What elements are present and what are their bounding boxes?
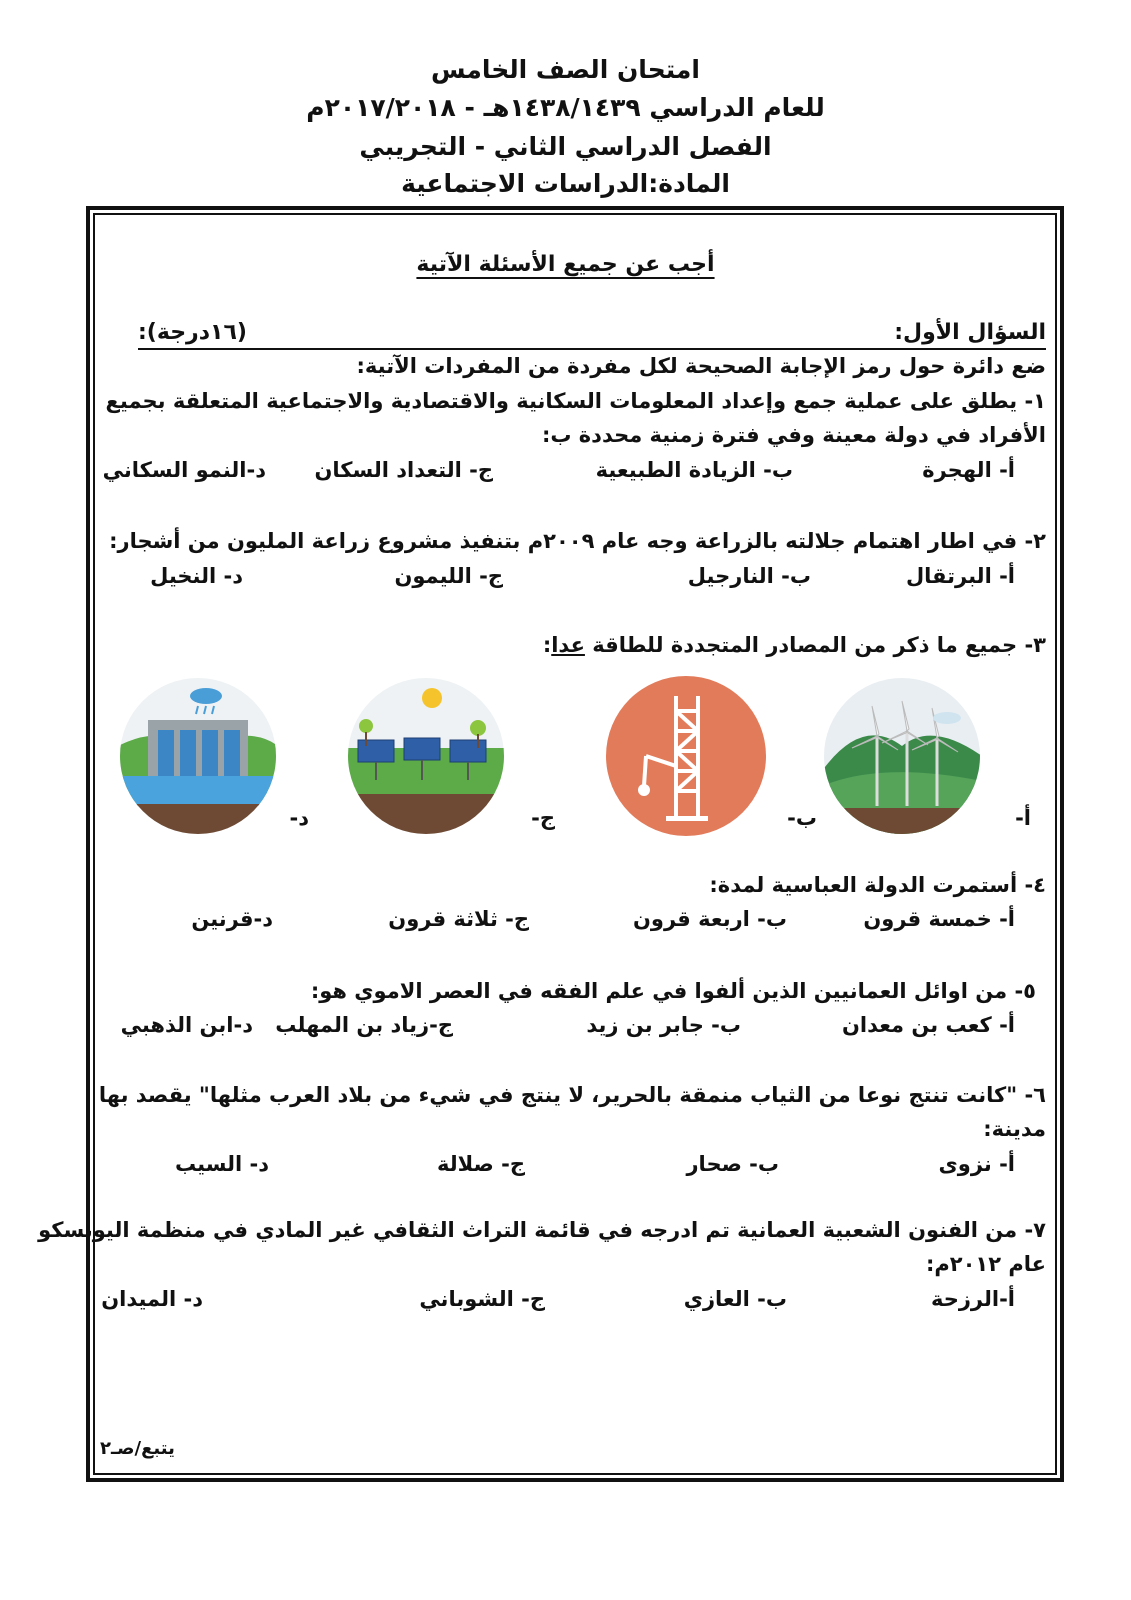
item-4-option-a[interactable]: أ- خمسة قرون: [863, 907, 1015, 931]
item-7-option-b[interactable]: ب- العازي: [683, 1287, 787, 1311]
item-3-stem-text: ٣- جميع ما ذكر من المصادر المتجددة للطاقة: [584, 633, 1046, 657]
item-1-option-d[interactable]: د-النمو السكاني: [102, 458, 266, 482]
question-marks: (١٦درجة):: [138, 320, 247, 345]
exam-title: امتحان الصف الخامس: [431, 55, 700, 84]
item-1-stem: ١- يطلق على عملية جمع وإعداد المعلومات السكانية والاقتصادية والاجتماعية المتعلقة بجميع: [105, 389, 1046, 413]
directive: ضع دائرة حول رمز الإجابة الصحيحة لكل مفردة من المفردات الآتية:: [356, 354, 1046, 378]
item-2-option-c[interactable]: ج- الليمون: [394, 564, 503, 588]
item-7-option-a[interactable]: أ-الرزحة: [930, 1287, 1015, 1311]
item-7-stem: ٧- من الفنون الشعبية العمانية تم ادرجه في قائمة التراث الثقافي غير المادي في منظمة اليونسكو: [38, 1218, 1046, 1242]
item-3-stem: [543, 633, 1046, 658]
item-5-option-c[interactable]: ج-زياد بن المهلب: [275, 1013, 453, 1037]
item-7-stem-cont: عام ٢٠١٢م:: [925, 1252, 1046, 1276]
oil-pump-icon[interactable]: [606, 676, 766, 836]
item-6-option-c[interactable]: ج- صلالة: [436, 1152, 525, 1176]
item-5-option-d[interactable]: د-ابن الذهبي: [120, 1013, 253, 1037]
item-2-option-a[interactable]: أ- البرتقال: [905, 564, 1015, 588]
item-6-option-a[interactable]: أ- نزوى: [938, 1152, 1015, 1176]
item-1-option-b[interactable]: ب- الزيادة الطبيعية: [595, 458, 793, 482]
item-4-option-b[interactable]: ب- اربعة قرون: [633, 907, 787, 931]
item-2-option-d[interactable]: د- النخيل: [150, 564, 243, 588]
item-6-option-b[interactable]: ب- صحار: [686, 1152, 779, 1176]
wind-turbines-icon[interactable]: [822, 676, 982, 836]
item-3-option-d[interactable]: د-: [289, 806, 309, 830]
instruction: أجب عن جميع الأسئلة الآتية: [416, 252, 715, 277]
item-3-option-a[interactable]: أ-: [1015, 806, 1031, 830]
item-2-stem: ٢- في اطار اهتمام جلالته بالزراعة وجه عام ٢٠٠٩م بتنفيذ مشروع زراعة المليون من أشجار:: [109, 529, 1046, 553]
item-7-option-d[interactable]: د- الميدان: [101, 1287, 203, 1311]
hydro-dam-icon[interactable]: [118, 676, 278, 836]
item-5-option-a[interactable]: أ- كعب بن معدان: [841, 1013, 1015, 1037]
item-1-option-a[interactable]: أ- الهجرة: [922, 458, 1015, 482]
item-1-option-c[interactable]: ج- التعداد السكان: [314, 458, 493, 482]
item-4-option-d[interactable]: د-قرنين: [191, 907, 273, 931]
item-7-option-c[interactable]: ج- الشوباني: [419, 1287, 545, 1311]
item-1-stem-cont: الأفراد في دولة معينة وفي فترة زمنية محددة ب:: [541, 423, 1046, 447]
solar-panels-icon[interactable]: [346, 676, 506, 836]
item-5-stem: ٥- من اوائل العمانيين الذين ألفوا في علم الفقه في العصر الاموي هو:: [310, 979, 1036, 1003]
semester: الفصل الدراسي الثاني - التجريبي: [359, 132, 772, 161]
item-5-option-b[interactable]: ب- جابر بن زيد: [586, 1013, 741, 1037]
academic-year: للعام الدراسي ١٤٣٨/١٤٣٩هـ - ٢٠١٧/٢٠١٨م: [306, 93, 825, 122]
item-6-stem-cont: مدينة:: [983, 1117, 1046, 1141]
subject: المادة:الدراسات الاجتماعية: [401, 169, 730, 198]
item-4-option-c[interactable]: ج- ثلاثة قرون: [388, 907, 529, 931]
item-6-option-d[interactable]: د- السيب: [174, 1152, 269, 1176]
item-3-option-b[interactable]: ب-: [787, 806, 817, 830]
question-rule: [138, 348, 1046, 350]
page-continue-note: يتبع/صـ٢: [100, 1438, 175, 1459]
item-3-option-c[interactable]: ج-: [531, 806, 555, 830]
item-2-option-b[interactable]: ب- النارجيل: [687, 564, 811, 588]
item-6-stem: ٦- "كانت تنتج نوعا من الثياب منمقة بالحرير، لا ينتج في شيء من بلاد العرب مثلها" يقصد بها: [98, 1083, 1046, 1107]
item-3-stem-emphasis: عدا: [551, 633, 585, 657]
question-title: السؤال الأول:: [894, 320, 1046, 345]
item-4-stem: ٤- أستمرت الدولة العباسية لمدة:: [709, 873, 1046, 897]
item-3-stem-colon: :: [542, 633, 552, 657]
